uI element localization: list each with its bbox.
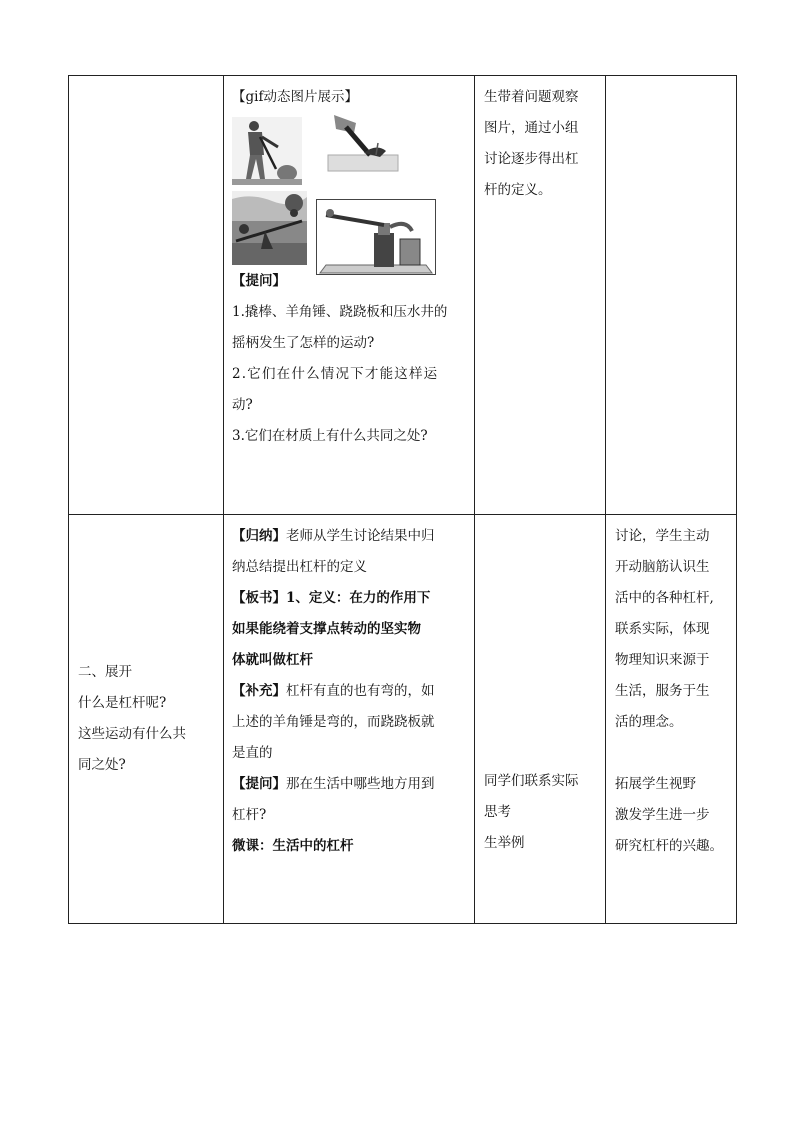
stage-line: 同之处? (78, 757, 126, 773)
design-intent-line: 活中的各种杠杆, (615, 590, 714, 606)
design-intent-cell (606, 515, 737, 924)
stage-title: 二、展开 (78, 664, 132, 680)
student-activity-line: 讨论逐步得出杠 (484, 151, 579, 167)
claw-hammer-nail-image (324, 113, 400, 173)
design-intent-line: 开动脑筋认识生 (615, 559, 710, 575)
stage-line: 什么是杠杆呢? (78, 695, 167, 711)
water-pump-handle-image (316, 199, 436, 275)
table-row (69, 515, 737, 924)
design-intent-line: 生活，服务于生 (615, 683, 710, 699)
board-text: 体就叫做杠杆 (232, 652, 313, 668)
ask-text: 杠杆? (232, 807, 267, 823)
supplement-text: 杠杆有直的也有弯的，如 (286, 683, 435, 699)
supplement-tag: 【补充】 (232, 683, 286, 699)
student-activity-line: 生举例 (484, 835, 525, 851)
table-row (69, 76, 737, 515)
design-intent-line: 讨论，学生主动 (615, 528, 710, 544)
supplement-line (232, 676, 468, 707)
teacher-activity-cell (224, 76, 475, 515)
design-intent-spacer (615, 738, 732, 769)
ask-text: 那在生活中哪些地方用到 (286, 776, 435, 792)
board-text: 如果能绕着支撑点转动的坚实物 (232, 621, 421, 637)
design-intent-line: 拓展学生视野 (615, 776, 696, 792)
teacher-activity-cell (224, 515, 475, 924)
question-line: 3.它们在材质上有什么共同之处? (232, 428, 428, 444)
ask-tag: 【提问】 (232, 776, 286, 792)
micro-lesson: 微课：生活中的杠杆 (232, 838, 354, 854)
worker-with-crowbar-image (232, 117, 302, 185)
design-intent-line: 联系实际，体现 (615, 621, 710, 637)
student-activity-line: 思考 (484, 804, 511, 820)
activity-title: 【gif动态图片展示】 (232, 89, 358, 105)
design-intent-line: 激发学生进一步 (615, 807, 710, 823)
supplement-text: 是直的 (232, 745, 273, 761)
student-activity-cell (475, 76, 606, 515)
supplement-text: 上述的羊角锤是弯的，而跷跷板就 (232, 714, 435, 730)
board-line (232, 583, 468, 614)
design-intent-line: 活的理念。 (615, 714, 683, 730)
summary-text: 纳总结提出杠杆的定义 (232, 559, 367, 575)
seesaw-image (232, 191, 307, 265)
question-line: 1.撬棒、羊角锤、跷跷板和压水井的 (232, 304, 448, 320)
design-intent-line: 物理知识来源于 (615, 652, 710, 668)
student-activity-line: 生带着问题观察 (484, 89, 579, 105)
question-line: 动? (232, 397, 253, 413)
question-line: 摇柄发生了怎样的运动? (232, 335, 375, 351)
design-intent-line: 研究杠杆的兴趣。 (615, 838, 723, 854)
stage-line: 这些运动有什么共 (78, 726, 186, 742)
gif-image-group (232, 113, 468, 266)
question-heading: 【提问】 (232, 273, 286, 289)
student-activity-line: 同学们联系实际 (484, 773, 579, 789)
design-intent-cell (606, 76, 737, 515)
lesson-plan-table (68, 75, 737, 924)
board-text: 1、定义：在力的作用下 (286, 590, 431, 606)
student-activity-line: 杆的定义。 (484, 182, 552, 198)
ask-line (232, 769, 468, 800)
student-activity-line: 图片，通过小组 (484, 120, 579, 136)
question-line: 2.它们在什么情况下才能这样运 (232, 366, 439, 382)
summary-tag: 【归纳】 (232, 528, 286, 544)
board-tag: 【板书】 (232, 590, 286, 606)
summary-line (232, 521, 468, 552)
stage-cell (69, 76, 224, 515)
student-activity-cell (475, 515, 606, 924)
stage-cell (69, 515, 224, 924)
summary-text: 老师从学生讨论结果中归 (286, 528, 435, 544)
